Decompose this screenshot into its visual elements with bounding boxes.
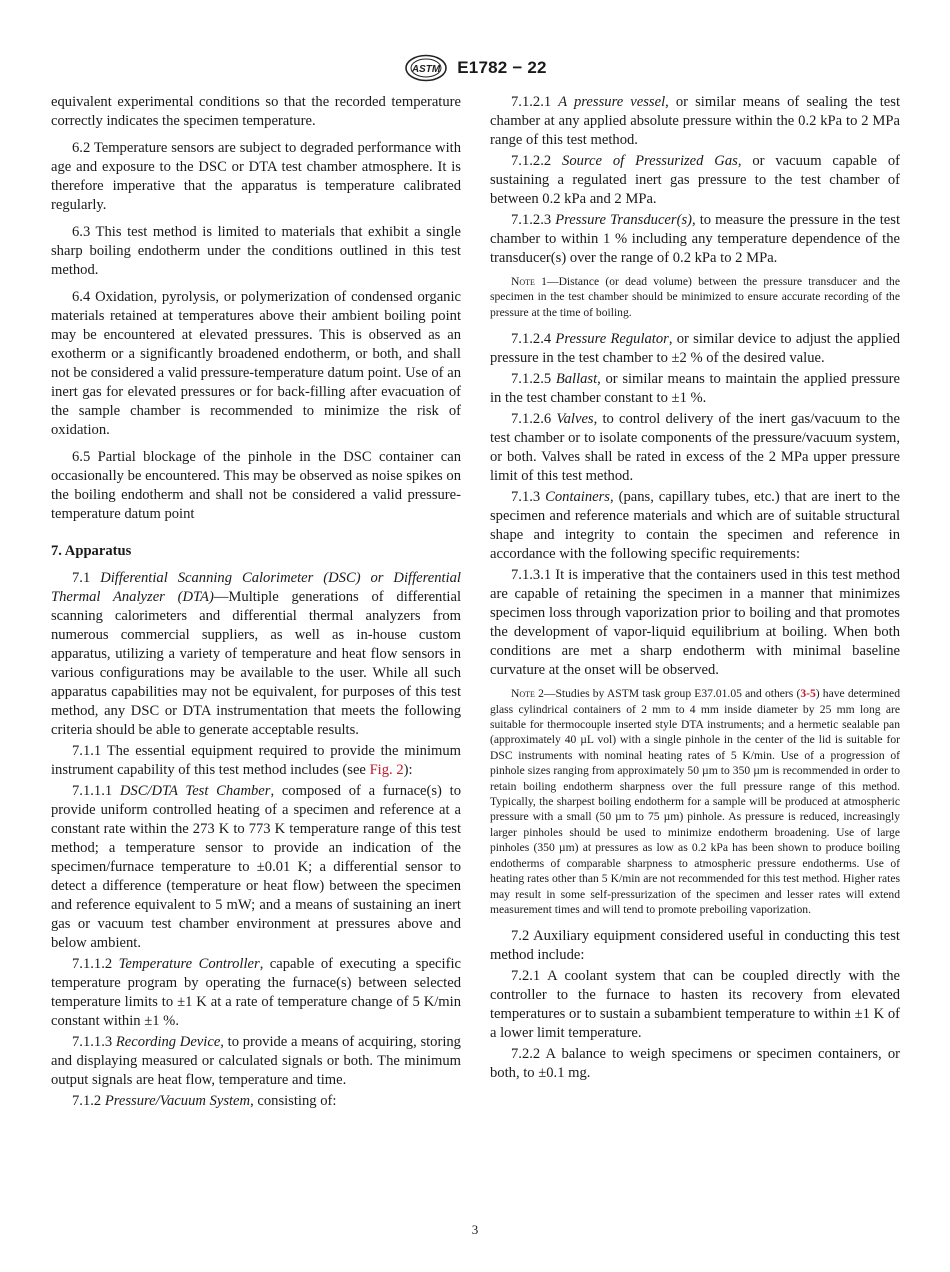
note-1: Note 1—Distance (or dead volume) between the pressure transducer and the specimen in the test chamber should be minimized to ensure accurate recording of the pressure at the time of boiling. xyxy=(490,275,900,319)
paragraph-7-1: 7.1 Differential Scanning Calorimeter (DSC) or Differential Thermal Analyzer (DTA)—Multiple generations of differential scanning calorimeters and differential thermal analyzers from numerous commercial suppliers, as well as in-house custom apparatus, utilizing a variety of temperature and heat flow sensors in various configurations may be available to the user. While all such apparatus capabilities may not be equivalent, for purposes of this test method, any DSC or DTA instrumentation that meets the following criteria should be able to generate acceptable results. xyxy=(51,570,461,738)
paragraph-7-2-2: 7.2.2 A balance to weigh specimens or specimen containers, or both, to ±0.1 mg. xyxy=(490,1046,900,1082)
paragraph-7-2: 7.2 Auxiliary equipment considered useful in conducting this test method include: xyxy=(490,928,900,964)
page-header xyxy=(0,54,950,84)
left-column xyxy=(51,93,461,1113)
paragraph-7-1-2-4: 7.1.2.4 Pressure Regulator, or similar device to adjust the applied pressure in the test chamber to ±2 % of the desired value. xyxy=(490,331,900,367)
figure-link[interactable]: Fig. 2 xyxy=(369,762,404,778)
reference-link[interactable]: 3-5 xyxy=(800,687,816,701)
paragraph-7-1-2-1: 7.1.2.1 A pressure vessel, or similar means of sealing the test chamber at any applied absolute pressure within the 0.2 kPa to 2 MPa range of this test method. xyxy=(490,94,901,148)
paragraph-6-2: 6.2 Temperature sensors are subject to degraded performance with age and exposure to the DSC or DTA test chamber atmosphere. It is therefore imperative that the apparatus is temperature calibrated regularly. xyxy=(51,140,461,213)
paragraph-7-1-2-6: 7.1.2.6 Valves, to control delivery of the inert gas/vacuum to the test chamber or to isolate components of the pressure/vacuum system, or both. Valves shall be rated in excess of the 2 MPa upper pressure limit of this test method. xyxy=(490,411,900,485)
paragraph-7-1-1-2: 7.1.1.2 Temperature Controller, capable of executing a specific temperature program by operating the furnace(s) between selected temperature limits to ±1 K at a rate of temperature change of 5 K/min constant within ±1 %. xyxy=(51,956,461,1029)
paragraph-7-1-2-5: 7.1.2.5 Ballast, or similar means to maintain the applied pressure in the test chamber constant to ±1 %. xyxy=(490,371,900,407)
paragraph-6-5: 6.5 Partial blockage of the pinhole in the DSC container can occasionally be encountered. This may be observed as noise spikes on the boiling endotherm and shall not be considered a valid pressure-temperature datum point xyxy=(51,449,461,522)
paragraph-7-1-1: 7.1.1 The essential equipment required to provide the minimum instrument capability of this test method includes (see Fig. 2): xyxy=(51,743,461,778)
document-id: E1782 − 22 xyxy=(457,58,547,77)
paragraph-continued: equivalent experimental conditions so that the recorded temperature correctly indicates the specimen temperature. xyxy=(51,94,461,129)
paragraph-7-2-1: 7.2.1 A coolant system that can be coupled directly with the controller to the furnace to hasten its recovery from elevated temperatures or to sustain a subambient temperature to within ±1 K of a lower limit temperature. xyxy=(490,968,900,1042)
astm-logo-icon xyxy=(403,54,449,82)
note-2: Note 2—Studies by ASTM task group E37.01.05 and others (3-5) have determined glass cylindrical containers of 2 mm to 4 mm inside diameter by 25 mm long are suitable for thermocouple inserted style DTA instruments; and a hermetic sealable pan (approximately 40 µL vol) with a single pinhole in the center of the lid is suitable for DSC instruments with nominal heating rates of 5 K/min. Use of a progression of pinhole sizes ranging from approximately 50 µm to 350 µm is recommended in order to retain boiling endotherm sharpness over the full pressure range of this method. Typically, the sharpest boiling endotherm for a sample will be produced at atmospheric pressure with a small (50 µm to 75 µm) pinhole. As pressure is reduced, increasingly larger pinholes should be used to minimize endotherm broadening. Use of large pinholes (350 µm) at pressures as low as 0.2 kPa has been shown to produce boiling endotherms of comparable sharpness to atmospheric pressure endotherms. Use of heating rates other than 5 K/min are not recommended for this test method. Higher rates may result in some self-pressurization of the specimen and lesser rates will extend measurement times and will tend to promote preboiling vaporization. xyxy=(490,687,900,916)
paragraph-7-1-2: 7.1.2 Pressure/Vacuum System, consisting of: xyxy=(72,1093,337,1109)
paragraph-6-4: 6.4 Oxidation, pyrolysis, or polymerization of condensed organic materials retained at temperatures above their ambient boiling point may be encountered at elevated pressures. This is observed as an exotherm or a significantly broadened endotherm, or both, and shall not be considered a valid pressure-temperature datum point. Use of an inert gas for elevated pressures or for back-filling after evacuation of the sample chamber is recommended to minimize the risk of oxidation. xyxy=(51,289,461,438)
paragraph-7-1-3-1: 7.1.3.1 It is imperative that the containers used in this test method are capable of retaining the specimen in a manner that minimizes specimen loss through vaporization prior to boiling and that promotes the development of vapor-liquid equilibrium at boiling. When both conditions are met a sharp endotherm with minimal baseline curvature at the onset will be observed. xyxy=(490,567,900,679)
paragraph-6-3: 6.3 This test method is limited to materials that exhibit a single sharp boiling endotherm under the conditions outlined in this test method. xyxy=(51,224,461,278)
right-column xyxy=(490,93,900,1085)
paragraph-7-1-2-2: 7.1.2.2 Source of Pressurized Gas, or vacuum capable of sustaining a regulated inert gas pressure to the test chamber of between 0.2 kPa and 2 MPa. xyxy=(490,153,900,207)
paragraph-7-1-1-3: 7.1.1.3 Recording Device, to provide a means of acquiring, storing and displaying measured or calculated signals or both. The minimum output signals are heat flow, temperature and time. xyxy=(51,1034,461,1088)
paragraph-7-1-1-1: 7.1.1.1 DSC/DTA Test Chamber, composed of a furnace(s) to provide uniform controlled heating of a specimen and reference at a constant rate within the 273 K to 773 K temperature range of this test method; a temperature sensor to provide an indication of the specimen/furnace temperature to ±0.01 K; a differential sensor to detect a difference (temperature or heat flow) between the specimen and reference equivalent to 5 mW; and a means of sustaining an inert gas or vacuum test chamber environment at pressures above and below ambient. xyxy=(51,783,461,951)
paragraph-7-1-3: 7.1.3 Containers, (pans, capillary tubes, etc.) that are inert to the specimen and reference materials and which are of suitable structural shape and integrity to contain the specimen and reference in accordance with the following specific requirements: xyxy=(490,489,900,563)
svg-text:ASTM: ASTM xyxy=(412,64,441,75)
section-heading-apparatus: 7. Apparatus xyxy=(51,543,132,559)
paragraph-7-1-2-3: 7.1.2.3 Pressure Transducer(s), to measure the pressure in the test chamber to within 1 % including any temperature dependence of the transducer(s) over the range of 0.2 kPa to 2 MPa. xyxy=(490,212,900,266)
page-number: 3 xyxy=(471,1222,479,1237)
